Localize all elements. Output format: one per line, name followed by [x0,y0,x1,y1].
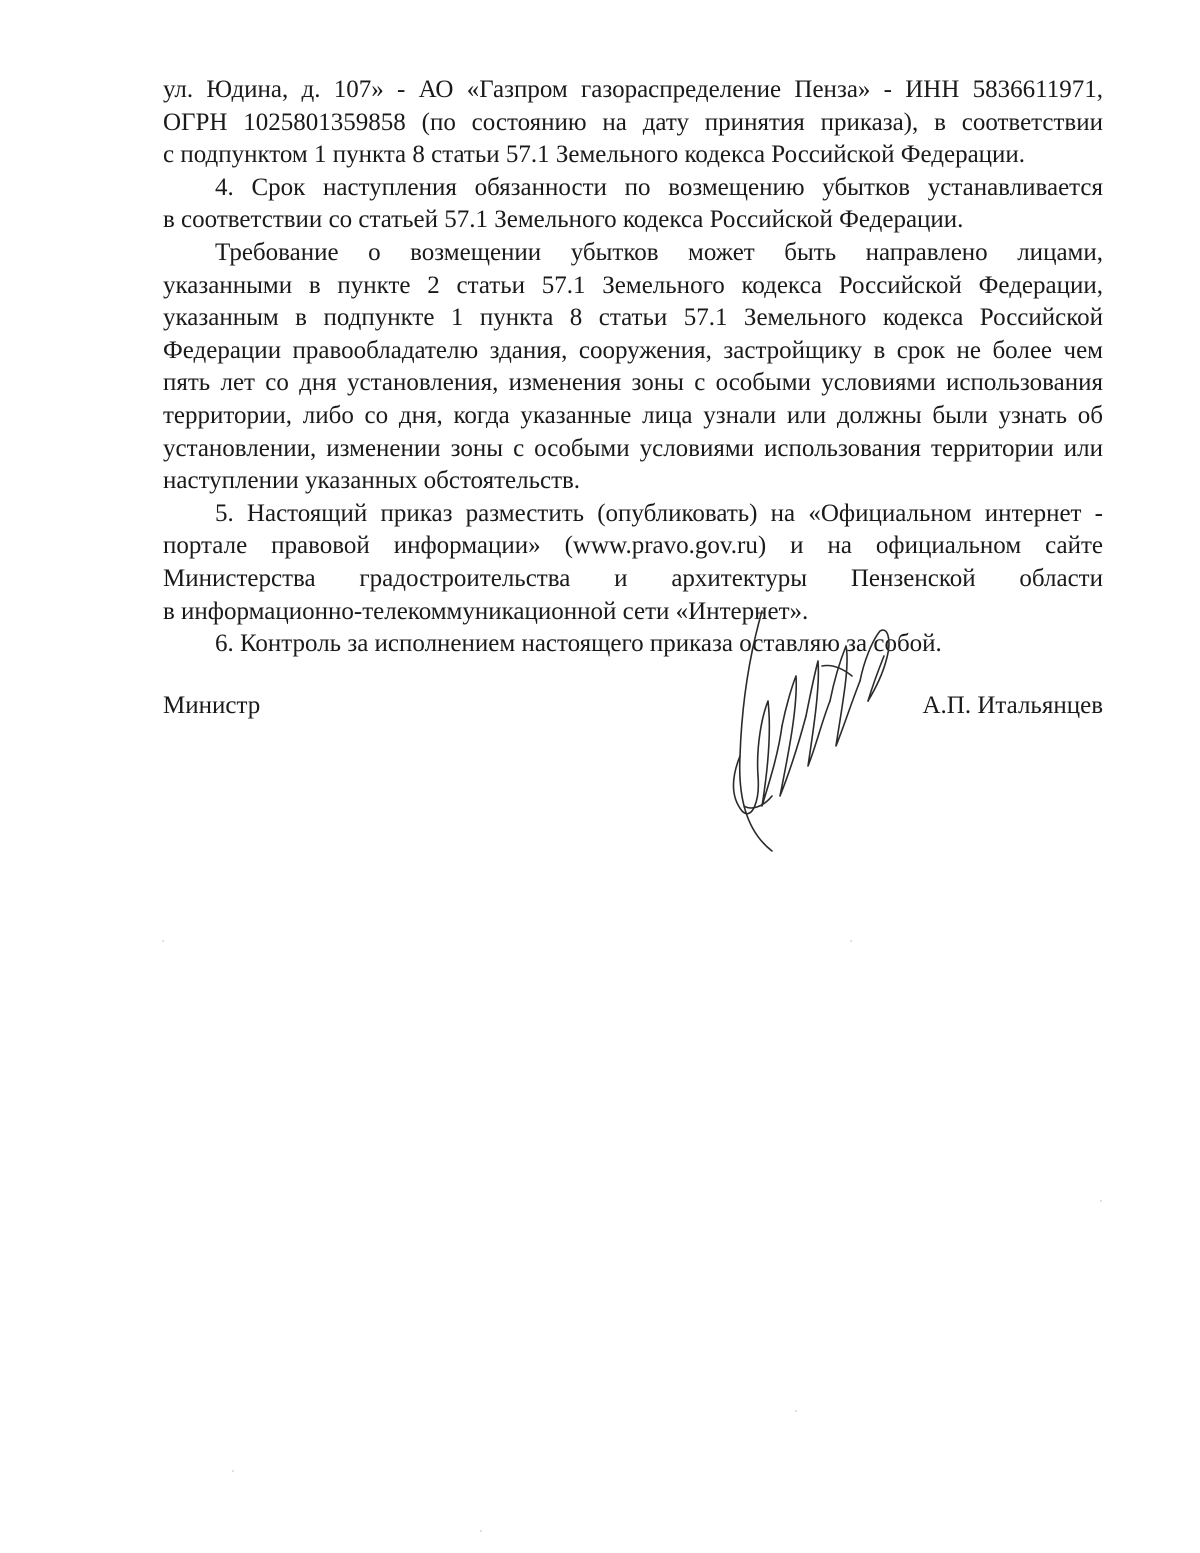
text-line: установлении, изменении зоны с особыми условиями использования территории или [163,434,1103,462]
scan-speck [480,1530,482,1532]
scan-speck [162,940,164,942]
paragraph-item-6 [163,628,1103,661]
signature-block [163,690,1103,730]
text-line: наступлении указанных обстоятельств. [163,467,581,495]
paragraph-item-5 [163,498,1103,628]
paragraph-address [163,74,1103,172]
signer-name: А.П. Итальянцев [922,692,1103,719]
handwritten-signature-icon [722,606,902,856]
text-line: указанным в подпункте 1 пункта 8 статьи 57.1 Земельного кодекса Российской [163,304,1103,332]
scan-speck [232,1470,234,1472]
text-line: Министерства градостроительства и архитектуры Пензенской области [163,564,1103,592]
text-line: территории, либо со дня, когда указанные лица узнали или должны были узнать об [163,401,1103,429]
text-line: ОГРН 1025801359858 (по состоянию на дату принятия приказа), в соответствии [163,108,1103,136]
text-line: Требование о возмещении убытков может быть направлено лицами, [215,238,1103,266]
scan-speck [850,940,852,942]
text-line: в соответствии со статьей 57.1 Земельного кодекса Российской Федерации. [163,206,964,234]
text-line: Федерации правообладателю здания, сооружения, застройщику в срок не более чем [163,336,1103,364]
text-line: портале правовой информации» (www.pravo.gov.ru) и на официальном сайте [163,532,1103,560]
text-line: указанными в пункте 2 статьи 57.1 Земельного кодекса Российской Федерации, [163,271,1103,299]
scan-speck [1100,1200,1102,1202]
text-line: 4. Срок наступления обязанности по возмещению убытков устанавливается [215,173,1103,201]
paragraph-requirement [163,237,1103,498]
scan-speck [795,1410,797,1412]
text-line: ул. Юдина, д. 107» - АО «Газпром газораспределение Пенза» - ИНН 5836611971, [163,76,1103,103]
document-body [163,74,1103,661]
text-line: пять лет со дня установления, изменения зоны с особыми условиями использования [163,369,1103,397]
signer-position: Министр [163,692,261,719]
text-line: 6. Контроль за исполнением настоящего приказа оставляю за собой. [215,630,942,658]
text-line: 5. Настоящий приказ разместить (опубликовать) на «Официальном интернет - [215,499,1103,527]
paragraph-item-4 [163,172,1103,237]
text-line: в информационно-телекоммуникационной сети «Интернет». [163,597,809,625]
text-line: с подпунктом 1 пункта 8 статьи 57.1 Земельного кодекса Российской Федерации. [163,141,1026,169]
